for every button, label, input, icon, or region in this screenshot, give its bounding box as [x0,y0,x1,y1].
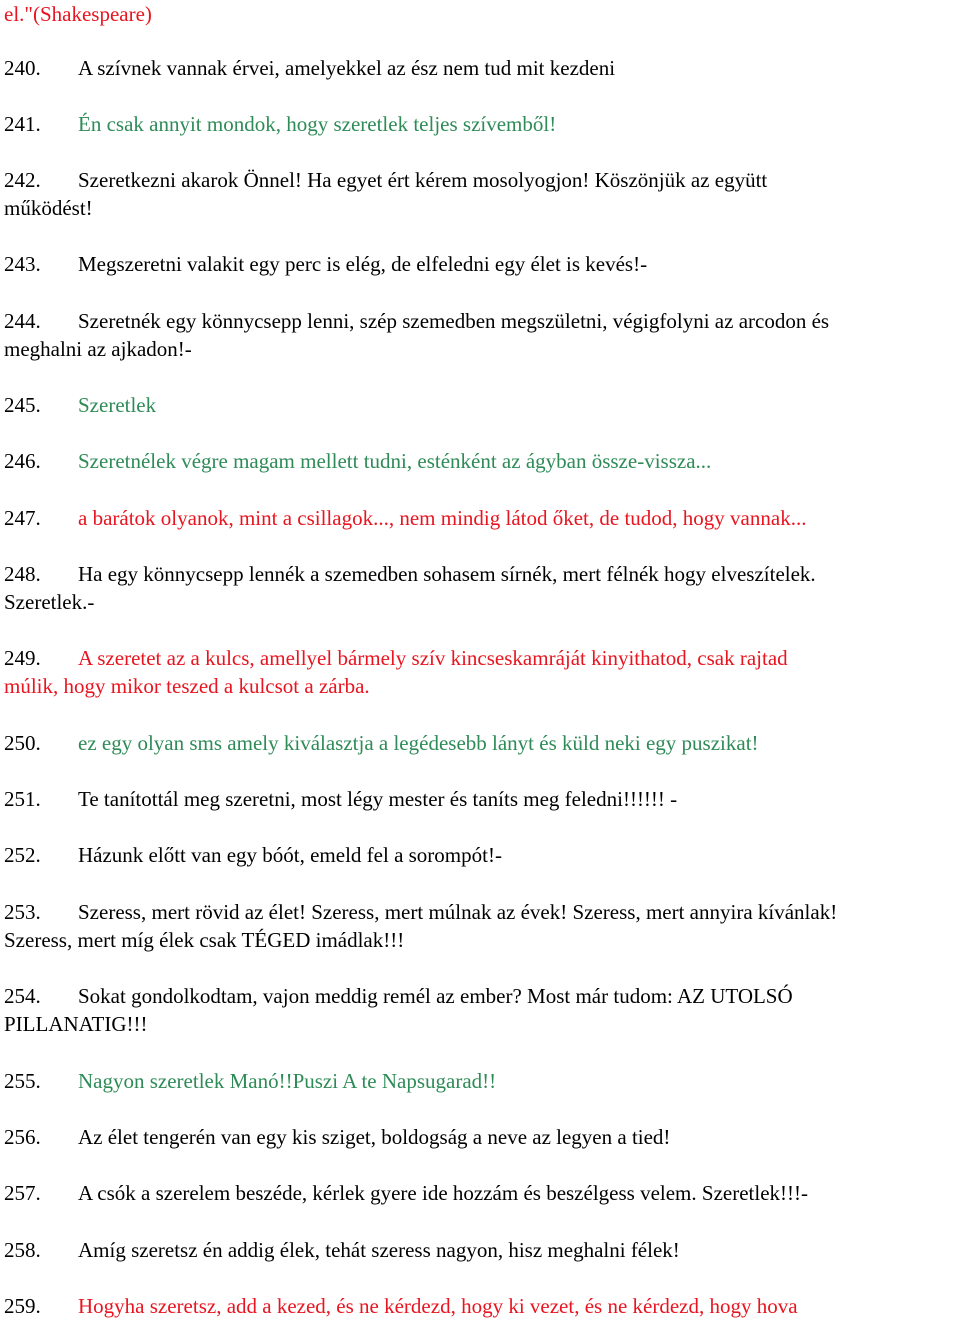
entry-text: ez egy olyan sms amely kiválasztja a legédesebb lányt és küld neki egy puszikat! [78,731,759,755]
entry-number: 250. [4,731,41,755]
entry-number: 247. [4,506,41,530]
entry-number: 242. [4,168,41,192]
entry-245 [4,391,958,419]
entry-text: A csók a szerelem beszéde, kérlek gyere ide hozzám és beszélgess velem. Szeretlek!!!- [78,1181,808,1205]
entry-259 [4,1292,958,1320]
entry-255 [4,1067,958,1095]
entry-text: Te tanítottál meg szeretni, most légy mester és taníts meg feledni!!!!!! - [78,787,678,811]
entry-240 [4,54,958,82]
entry-249-continuation: múlik, hogy mikor teszed a kulcsot a zárba. [4,674,370,698]
entry-text: Nagyon szeretlek Manó!!Puszi A te Napsugarad!! [78,1069,497,1093]
entry-number: 251. [4,787,41,811]
entry-241 [4,110,958,138]
entry-number: 249. [4,646,41,670]
entry-254 [4,982,958,1010]
entry-244 [4,307,958,335]
entry-text: Szeretlek [78,393,157,417]
entry-number: 248. [4,562,41,586]
entry-number: 244. [4,309,41,333]
entry-text: Hogyha szeretsz, add a kezed, és ne kérdezd, hogy ki vezet, és ne kérdezd, hogy hova [78,1294,798,1318]
entry-251 [4,785,958,813]
entry-text: Ha egy könnycsepp lennék a szemedben sohasem sírnék, mert félnék hogy elveszítelek. [78,562,816,586]
entry-text: Az élet tengerén van egy kis sziget, boldogság a neve az legyen a tied! [78,1125,671,1149]
entry-242-continuation: működést! [4,196,93,220]
entry-253 [4,898,958,926]
entry-249 [4,644,958,672]
entry-text: Szeretnék egy könnycsepp lenni, szép szemedben megszületni, végigfolyni az arcodon és [78,309,830,333]
entry-number: 246. [4,449,41,473]
entry-number: 257. [4,1181,41,1205]
entry-254-continuation: PILLANATIG!!! [4,1012,148,1036]
entry-246 [4,447,958,475]
entry-number: 255. [4,1069,41,1093]
entry-number: 258. [4,1238,41,1262]
entry-text: Én csak annyit mondok, hogy szeretlek teljes szívemből! [78,112,557,136]
entry-258 [4,1236,958,1264]
entry-number: 259. [4,1294,41,1318]
entry-244-continuation: meghalni az ajkadon!- [4,337,192,361]
entry-248 [4,560,958,588]
entry-number: 240. [4,56,41,80]
entry-text: Amíg szeretsz én addig élek, tehát szeress nagyon, hisz meghalni félek! [78,1238,680,1262]
entry-number: 245. [4,393,41,417]
entry-number: 241. [4,112,41,136]
entry-number: 256. [4,1125,41,1149]
entry-242 [4,166,958,194]
top-fragment: el."(Shakespeare) [4,2,152,26]
entry-text: a barátok olyanok, mint a csillagok..., nem mindig látod őket, de tudod, hogy vannak... [78,506,807,530]
entry-number: 253. [4,900,41,924]
entry-text: Szeretkezni akarok Önnel! Ha egyet ért kérem mosolyogjon! Köszönjük az együtt [78,168,768,192]
entry-text: Házunk előtt van egy bóót, emeld fel a sorompót!- [78,843,502,867]
entry-248-continuation: Szeretlek.- [4,590,95,614]
entry-number: 254. [4,984,41,1008]
entry-250 [4,729,958,757]
entry-247 [4,504,958,532]
entry-253-continuation: Szeress, mert míg élek csak TÉGED imádlak!!! [4,928,405,952]
entry-number: 252. [4,843,41,867]
entry-256 [4,1123,958,1151]
entry-text: Szeretnélek végre magam mellett tudni, esténként az ágyban össze-vissza... [78,449,712,473]
entry-257 [4,1179,958,1207]
entry-text: A szeretet az a kulcs, amellyel bármely szív kincseskamráját kinyithatod, csak rajtad [78,646,788,670]
entry-text: Megszeretni valakit egy perc is elég, de elfeledni egy élet is kevés!- [78,252,648,276]
entry-252 [4,841,958,869]
entry-243 [4,250,958,278]
entry-number: 243. [4,252,41,276]
entry-text: Szeress, mert rövid az élet! Szeress, mert múlnak az évek! Szeress, mert annyira kívánlak! [78,900,838,924]
entry-text: Sokat gondolkodtam, vajon meddig remél az ember? Most már tudom: AZ UTOLSÓ [78,984,793,1008]
entry-text: A szívnek vannak érvei, amelyekkel az ész nem tud mit kezdeni [78,56,616,80]
